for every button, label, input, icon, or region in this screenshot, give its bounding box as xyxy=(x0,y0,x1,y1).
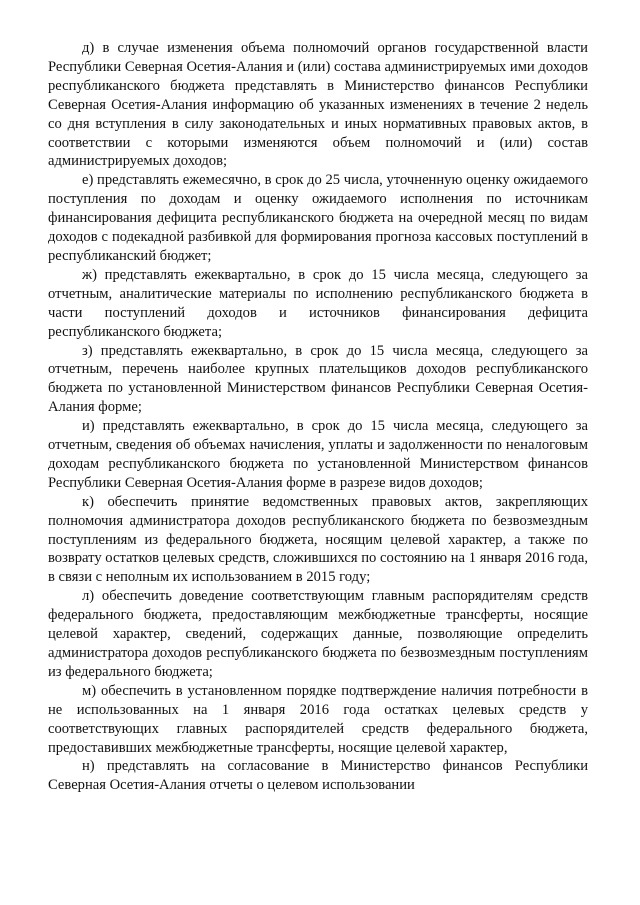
paragraph-z: з) представлять ежеквартально, в срок до 15 числа месяца, следующего за отчетным, перечень наиболее крупных плательщиков доходов республиканского бюджета по установленной Министерством финансов Республики Северная Осетия-Алания форме; xyxy=(48,342,588,416)
paragraph-e: е) представлять ежемесячно, в срок до 25 числа, уточненную оценку ожидаемого поступления по доходам и оценку ожидаемого исполнения по источникам финансирования дефицита республиканского бюджета на очередной месяц по видам доходов с подекадной разбивкой для формирования прогноза кассовых поступлений в республиканский бюджет; xyxy=(48,172,588,264)
paragraph-m: м) обеспечить в установленном порядке подтверждение наличия потребности в не использованных на 1 января 2016 года остатках целевых средств у соответствующих главных распорядителей средств федерального бюджета, предоставивших межбюджетные трансферты, носящие целевой характер, xyxy=(48,682,588,756)
paragraph-l: л) обеспечить доведение соответствующим главным распорядителям средств федерального бюджета, предоставляющим межбюджетные трансферты, носящие целевой характер, сведений, содержащих данные, позволяющие определить администратора доходов республиканского бюджета по безвозмездным поступлениям из федерального бюджета; xyxy=(48,588,588,680)
paragraph-i: и) представлять ежеквартально, в срок до 15 числа месяца, следующего за отчетным, сведения об объемах начисления, уплаты и задолженности по неналоговым доходам республиканского бюджета по установленной Министерством финансов Республики Северная Осетия-Алания форме в разрезе видов доходов; xyxy=(48,418,588,491)
paragraph-zh: ж) представлять ежеквартально, в срок до 15 числа месяца, следующего за отчетным, аналитические материалы по исполнению республиканского бюджета в части поступлений доходов и источников финансирования дефицита республиканского бюджета; xyxy=(48,266,588,340)
document-body xyxy=(48,39,588,795)
paragraph-k: к) обеспечить принятие ведомственных правовых актов, закрепляющих полномочия администратора доходов республиканского бюджета по безвозмездным поступлениям из федерального бюджета, носящим целевой характер, а также по возврату остатков целевых средств, сложившихся по состоянию на 1 января 2016 года, в связи с неполным их использованием в 2015 году; xyxy=(48,493,588,586)
paragraph-n: н) представлять на согласование в Министерство финансов Республики Северная Осетия-Алания отчеты о целевом использовании xyxy=(48,758,588,794)
paragraph-d: д) в случае изменения объема полномочий органов государственной власти Республики Северная Осетия-Алания и (или) состава администрируемых ими доходов республиканского бюджета представлять в Министерство финансов Республики Северная Осетия-Алания информацию об указанных изменениях в течение 2 недель со дня вступления в силу законодательных и иных нормативных правовых актов, в соответствии с которыми изменяются объем полномочий и (или) состав администрируемых доходов; xyxy=(48,40,588,170)
